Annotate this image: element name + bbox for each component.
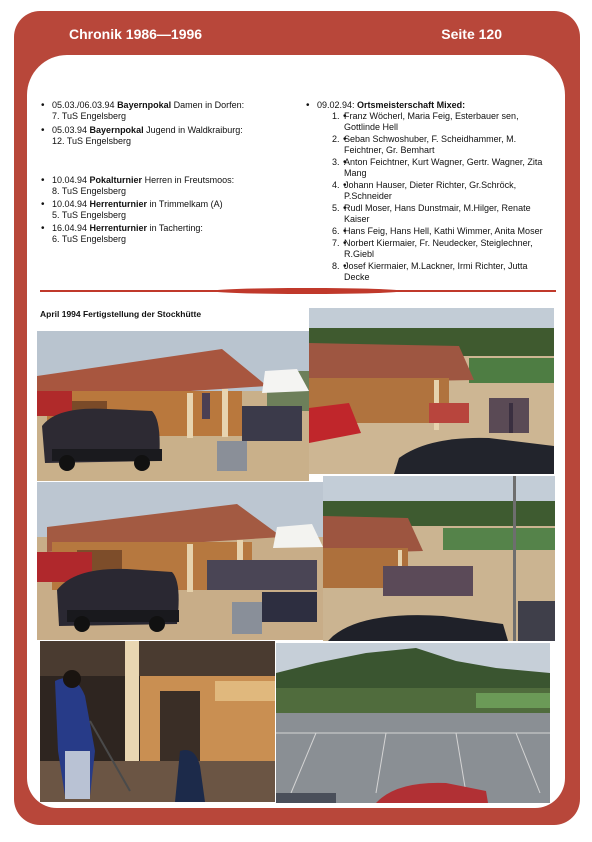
event-detail: in Trimmelkam (A) [147, 199, 223, 209]
event-date: 05.03.94 [52, 125, 90, 135]
event-date: 16.04.94 [52, 223, 90, 233]
event-result: 12. TuS Engelsberg [52, 136, 132, 146]
event-detail: in Tacherting: [147, 223, 203, 233]
event-item [40, 199, 280, 221]
ranking-item: • 3. Anton Feichtner, Kurt Wagner, Gertr. Wagner, Zita Mang [342, 157, 555, 179]
ranking-list [317, 111, 555, 283]
left-event-list [40, 100, 280, 245]
photo-hut-group-1 [309, 308, 554, 474]
ranking-item: • 4. Johann Hauser, Dieter Richter, Gr.Schröck, P.Schneider [342, 180, 555, 202]
event-name: Bayernpokal [117, 100, 172, 110]
photo-hut-interior [40, 641, 275, 802]
ranking-item: • 6. Hans Feig, Hans Hell, Kathi Wimmer, Anita Moser [342, 226, 555, 237]
event-item [305, 100, 555, 283]
event-result: 8. TuS Engelsberg [52, 186, 127, 196]
event-item [40, 125, 280, 147]
event-suffix: : [462, 100, 466, 110]
event-name: Herrenturnier [89, 199, 148, 209]
ranking-item: • 2. Seban Schwoshuber, F. Scheidhammer, M. Feichtner, Gr. Bemhart [342, 134, 555, 156]
photo-hut-with-car-1 [37, 331, 309, 481]
right-event-list [305, 100, 555, 284]
event-date: 05.03./06.03.94 [52, 100, 118, 110]
ranking-item: • 7. Norbert Kiermaier, Fr. Neudecker, Steiglechner, R.Giebl [342, 238, 555, 260]
photo-hut-with-car-2 [37, 482, 323, 640]
event-date: 10.04.94 [52, 199, 90, 209]
event-detail: Herren in Freutsmoos: [142, 175, 235, 185]
ranking-item: • 8. Josef Kiermaier, M.Lackner, Irmi Richter, Jutta Decke [342, 261, 555, 283]
event-item [40, 175, 280, 197]
page-number: Seite 120 [441, 26, 502, 42]
event-name: Ortsmeisterschaft Mixed [357, 100, 463, 110]
event-name: Bayernpokal [89, 125, 144, 135]
event-result: 7. TuS Engelsberg [52, 111, 127, 121]
section-divider-accent [212, 288, 402, 294]
event-date: 09.02.94: [317, 100, 358, 110]
ranking-item: • 5. Rudl Moser, Hans Dunstmair, M.Hilger, Renate Kaiser [342, 203, 555, 225]
event-name: Herrenturnier [89, 223, 148, 233]
event-name: Pokalturnier [89, 175, 143, 185]
ranking-item: • 1. Franz Wöcherl, Maria Feig, Esterbauer sen, Gottlinde Hell [342, 111, 555, 133]
event-item [40, 100, 280, 122]
event-date: 10.04.94 [52, 175, 90, 185]
photo-hut-group-2 [323, 476, 555, 641]
event-detail: Jugend in Waldkraiburg: [143, 125, 243, 135]
photo-caption: April 1994 Fertigstellung der Stockhütte [40, 309, 202, 319]
chronicle-title: Chronik 1986—1996 [69, 26, 203, 42]
event-result: 6. TuS Engelsberg [52, 234, 127, 244]
event-detail: Damen in Dorfen: [171, 100, 245, 110]
event-item [40, 223, 280, 245]
event-result: 5. TuS Engelsberg [52, 210, 127, 220]
photo-empty-lot [276, 643, 550, 803]
